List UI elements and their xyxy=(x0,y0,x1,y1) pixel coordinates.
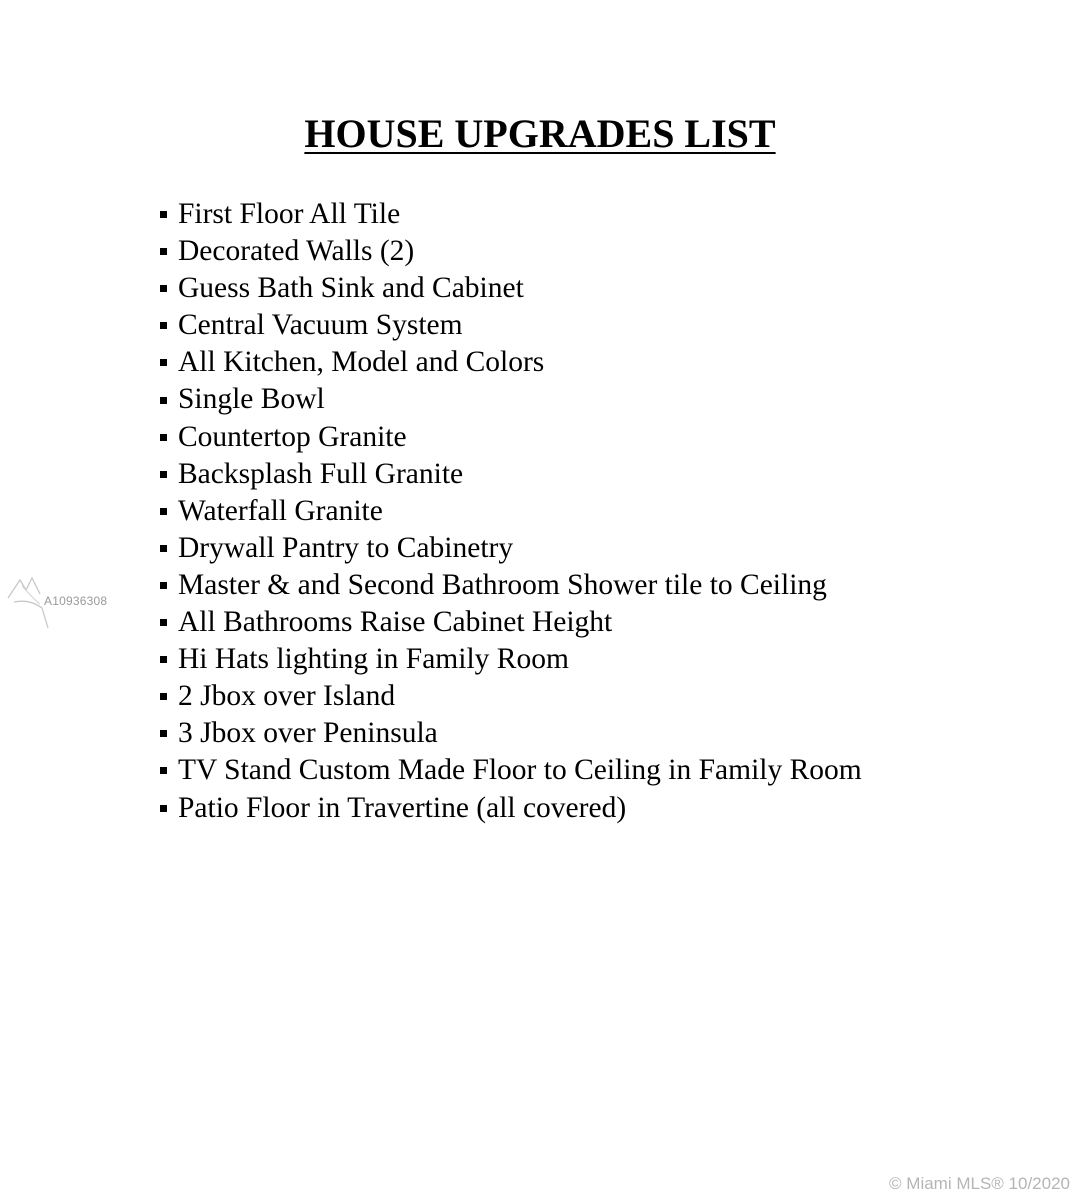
list-item xyxy=(160,641,862,678)
list-item-text: Hi Hats lighting in Family Room xyxy=(178,643,569,676)
list-item-text: Drywall Pantry to Cabinetry xyxy=(178,531,514,564)
list-item xyxy=(160,567,862,604)
square-bullet-icon xyxy=(160,767,167,774)
list-item-text: Single Bowl xyxy=(178,383,325,416)
square-bullet-icon xyxy=(160,248,167,255)
list-item-text: TV Stand Custom Made Floor to Ceiling in Family Room xyxy=(178,754,862,787)
square-bullet-icon xyxy=(160,619,167,626)
square-bullet-icon xyxy=(160,471,167,478)
list-item-text: Backsplash Full Granite xyxy=(178,457,464,490)
list-item-text: 3 Jbox over Peninsula xyxy=(178,717,438,750)
list-item xyxy=(160,678,862,715)
list-item xyxy=(160,419,862,456)
square-bullet-icon xyxy=(160,434,167,441)
list-item-text: Master & and Second Bathroom Shower tile to Ceiling xyxy=(178,568,827,601)
list-item-text: First Floor All Tile xyxy=(178,198,401,230)
mls-watermark xyxy=(4,572,114,632)
list-item-text: Countertop Granite xyxy=(178,420,407,453)
square-bullet-icon xyxy=(160,211,167,218)
list-item-text: Guess Bath Sink and Cabinet xyxy=(178,272,524,305)
list-item-text: Waterfall Granite xyxy=(178,494,383,527)
list-item xyxy=(160,307,862,344)
upgrades-list xyxy=(160,196,862,827)
square-bullet-icon xyxy=(160,322,167,329)
square-bullet-icon xyxy=(160,397,167,404)
list-item xyxy=(160,381,862,418)
list-item xyxy=(160,752,862,789)
square-bullet-icon xyxy=(160,656,167,663)
square-bullet-icon xyxy=(160,359,167,366)
list-item-text: All Bathrooms Raise Cabinet Height xyxy=(178,606,613,639)
list-item-text: Central Vacuum System xyxy=(178,309,463,342)
list-item xyxy=(160,456,862,493)
list-item xyxy=(160,196,862,233)
square-bullet-icon xyxy=(160,582,167,589)
list-item xyxy=(160,530,862,567)
list-item-text: Patio Floor in Travertine (all covered) xyxy=(178,791,627,824)
square-bullet-icon xyxy=(160,508,167,515)
list-item-text: All Kitchen, Model and Colors xyxy=(178,346,545,379)
list-item xyxy=(160,270,862,307)
square-bullet-icon xyxy=(160,285,167,292)
square-bullet-icon xyxy=(160,693,167,700)
square-bullet-icon xyxy=(160,805,167,812)
square-bullet-icon xyxy=(160,730,167,737)
list-item xyxy=(160,604,862,641)
list-item xyxy=(160,790,862,827)
list-item xyxy=(160,233,862,270)
list-item-text: 2 Jbox over Island xyxy=(178,680,396,713)
list-item xyxy=(160,344,862,381)
listing-id: A10936308 xyxy=(44,594,108,608)
square-bullet-icon xyxy=(160,545,167,552)
copyright-footer: © Miami MLS® 10/2020 xyxy=(889,1174,1070,1193)
list-item xyxy=(160,493,862,530)
list-item xyxy=(160,715,862,752)
document-title: HOUSE UPGRADES LIST xyxy=(304,111,776,156)
list-item-text: Decorated Walls (2) xyxy=(178,235,415,268)
